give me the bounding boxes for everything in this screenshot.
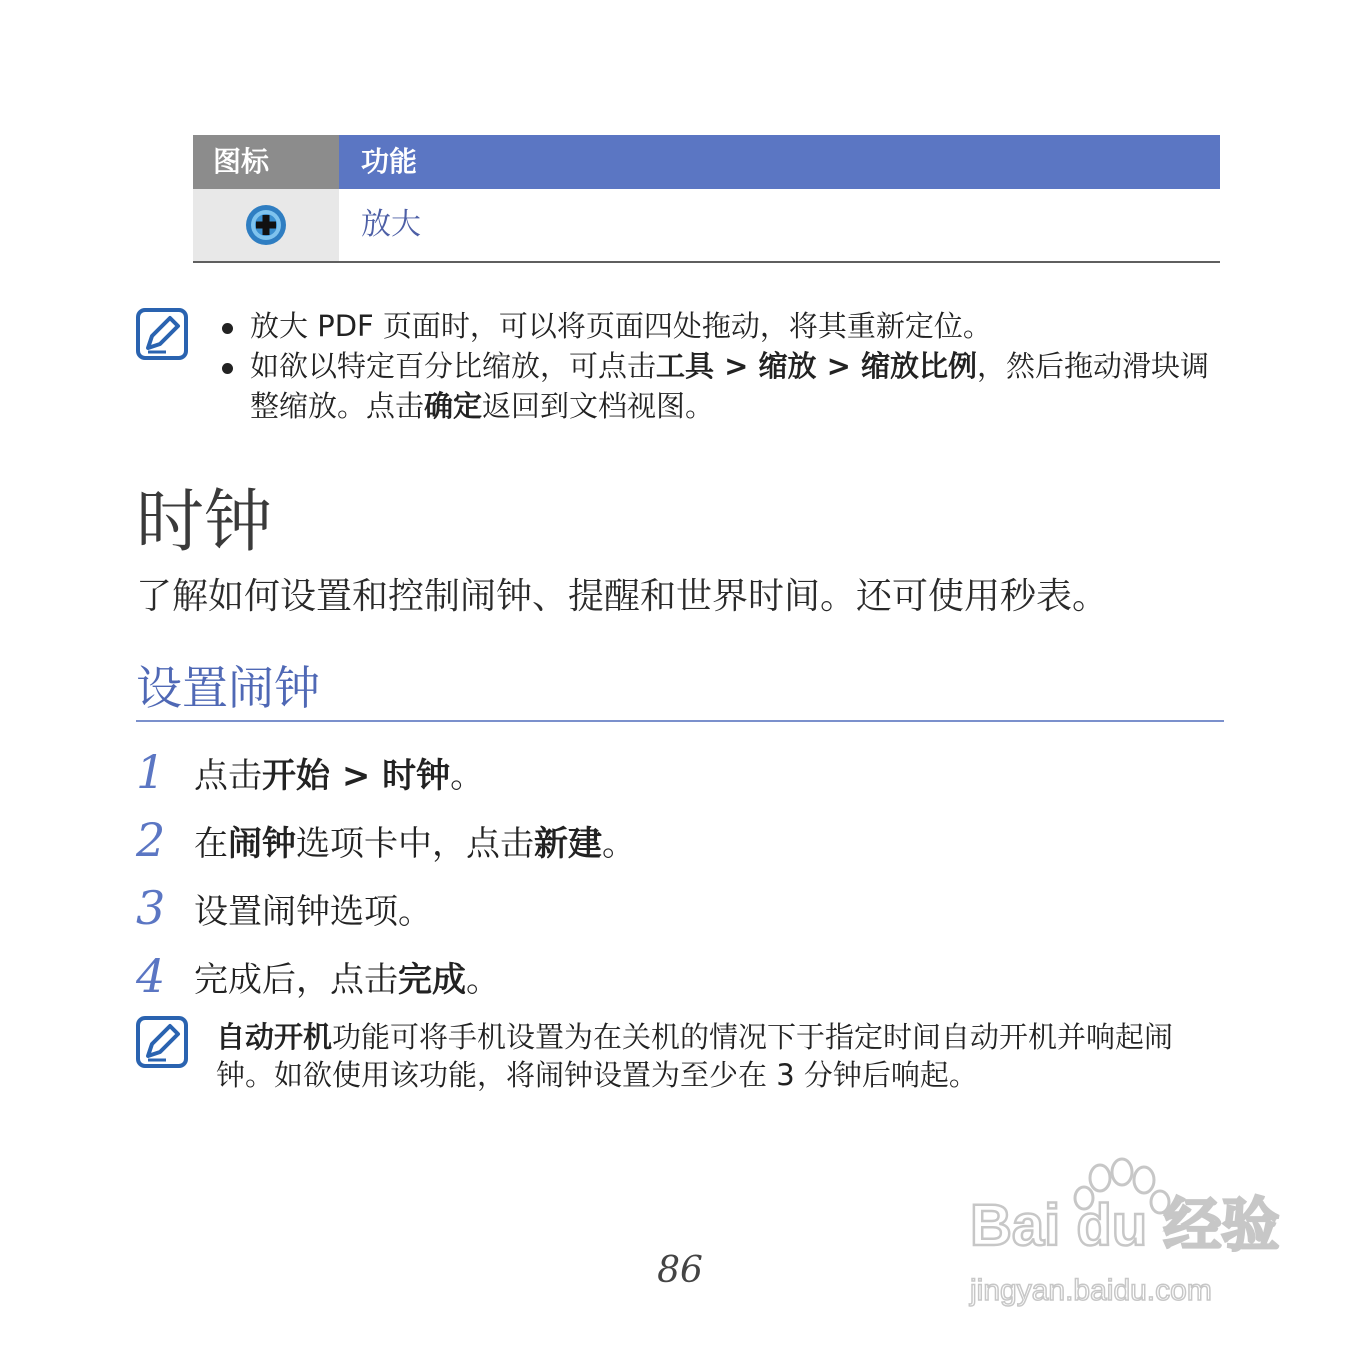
function-label: 放大 — [361, 207, 421, 242]
step-text: 在闹钟选项卡中，点击新建。 — [194, 823, 636, 864]
zoom-in-icon — [244, 203, 288, 247]
step-item — [136, 742, 484, 802]
note-icon — [136, 1016, 188, 1068]
baidu-paw-logo — [960, 1150, 1290, 1320]
header-function-column: 功能 — [339, 135, 1220, 189]
step-item — [136, 946, 500, 1006]
auto-power-note: 自动开机功能可将手机设置为在关机的情况下于指定时间自动开机并响起闹钟。如欲使用该功能，将闹钟设置为至少在 3 分钟后响起。 — [216, 1020, 1174, 1092]
table-header — [193, 135, 1220, 189]
subsection-title: 设置闹钟 — [136, 656, 1224, 722]
svg-text:Bai du 经验: Bai du 经验 — [970, 1193, 1280, 1258]
step-item — [136, 878, 432, 938]
step-number: 2 — [136, 813, 166, 867]
note-icon — [136, 308, 188, 360]
table-row — [193, 189, 1220, 261]
step-number: 1 — [136, 745, 166, 799]
header-icon-column: 图标 — [193, 135, 339, 189]
step-item — [136, 810, 636, 870]
icon-cell — [193, 189, 339, 261]
step-number: 3 — [136, 881, 166, 935]
step-text: 设置闹钟选项。 — [194, 891, 432, 932]
section-intro: 了解如何设置和控制闹钟、提醒和世界时间。还可使用秒表。 — [136, 576, 1109, 617]
function-table — [193, 135, 1220, 263]
step-text: 点击开始 > 时钟。 — [194, 755, 485, 796]
zoom-note — [216, 306, 1226, 426]
step-number: 4 — [136, 949, 166, 1003]
svg-text:jingyan.baidu.com: jingyan.baidu.com — [970, 1274, 1212, 1307]
step-text: 完成后，点击完成。 — [194, 959, 500, 1000]
note-bullet: 放大 PDF 页面时，可以将页面四处拖动，将其重新定位。 — [216, 306, 1226, 346]
page-number: 86 — [657, 1250, 703, 1291]
note-bullet: 如欲以特定百分比缩放，可点击工具 > 缩放 > 缩放比例，然后拖动滑块调整缩放。点击确定返回到文档视图。 — [216, 346, 1226, 426]
section-title: 时钟 — [136, 483, 273, 562]
baidu-watermark — [960, 1150, 1290, 1320]
